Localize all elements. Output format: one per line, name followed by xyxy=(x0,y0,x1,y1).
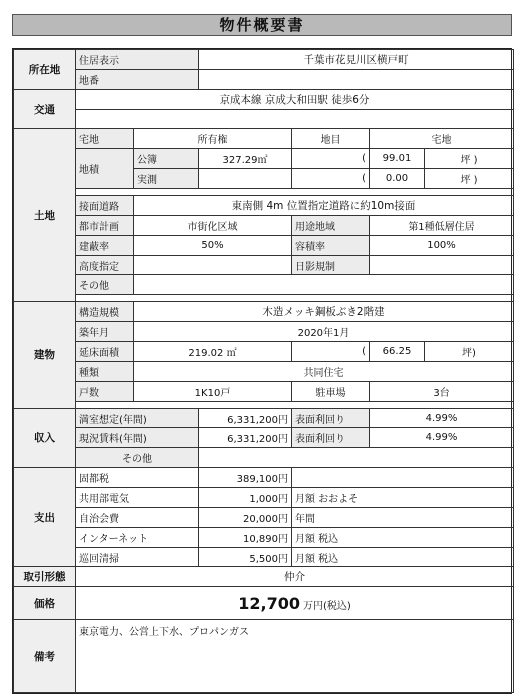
expense-label: インターネット xyxy=(76,527,199,547)
structure-value: 木造メッキ鋼板ぶき2階建 xyxy=(134,302,514,322)
price-cell xyxy=(76,587,514,620)
land-spacer-row xyxy=(14,189,514,196)
expense-row xyxy=(14,527,514,547)
kobo-tsubo: 99.01 xyxy=(370,149,425,169)
parking-value: 3台 xyxy=(370,381,514,401)
transport-section-label: 交通 xyxy=(14,89,76,129)
expense-note: 月額 税込 xyxy=(292,547,514,567)
income-other-row xyxy=(14,448,514,468)
type-label: 種類 xyxy=(76,361,134,381)
income-full-row xyxy=(14,408,514,428)
expense-note: 月額 おおよそ xyxy=(292,488,514,508)
bcr-value: 50% xyxy=(134,235,292,255)
jissoku-m2 xyxy=(199,169,292,189)
price-value: 12,700 xyxy=(238,593,300,613)
building-blank xyxy=(76,401,514,408)
type-row xyxy=(14,361,514,381)
ratio-row xyxy=(14,235,514,255)
ownership-value: 所有権 xyxy=(134,129,292,149)
city-plan-value: 市街化区域 xyxy=(134,215,292,235)
income-full-amount: 6,331,200円 xyxy=(199,408,292,428)
shadow-value xyxy=(370,255,514,275)
expense-note: 月額 税込 xyxy=(292,527,514,547)
price-section-label: 価格 xyxy=(14,587,76,620)
transport-value: 京成本線 京成大和田駅 徒歩6分 xyxy=(76,89,514,109)
income-full-yield-label: 表面利回り xyxy=(292,408,370,428)
land-blank-row xyxy=(14,295,514,302)
expense-label: 固都税 xyxy=(76,468,199,488)
expense-label: 自治会費 xyxy=(76,507,199,527)
land-kobo-row xyxy=(14,149,514,169)
kobo-tsubo-unit: 坪 ) xyxy=(425,149,514,169)
location-section-label: 所在地 xyxy=(14,50,76,90)
zoning-label: 用途地域 xyxy=(292,215,370,235)
income-current-yield-label: 表面利回り xyxy=(292,428,370,448)
floor-m2: 219.02 ㎡ xyxy=(134,342,292,362)
transaction-section-label: 取引形態 xyxy=(14,567,76,587)
expenses-section-label: 支出 xyxy=(14,468,76,567)
expense-row xyxy=(14,547,514,567)
units-label: 戸数 xyxy=(76,381,134,401)
remarks-value: 東京電力、公営上下水、プロパンガス xyxy=(76,620,514,693)
jissoku-tsubo-unit: 坪 ) xyxy=(425,169,514,189)
expense-amount: 5,500円 xyxy=(199,547,292,567)
built-label: 築年月 xyxy=(76,322,134,342)
expense-amount: 20,000円 xyxy=(199,507,292,527)
floor-tsubo-unit: 坪) xyxy=(425,342,514,362)
height-row xyxy=(14,255,514,275)
jissoku-paren: ( xyxy=(292,169,370,189)
jissoku-label: 実測 xyxy=(134,169,199,189)
lot-label: 地番 xyxy=(76,69,199,89)
income-current-amount: 6,331,200円 xyxy=(199,428,292,448)
structure-row xyxy=(14,302,514,322)
income-current-label: 現況賃料(年間) xyxy=(76,428,199,448)
land-blank xyxy=(76,295,514,302)
built-row xyxy=(14,322,514,342)
document-title: 物件概要書 xyxy=(12,14,512,36)
remarks-row xyxy=(14,620,514,693)
height-value xyxy=(134,255,292,275)
chimoku-value: 宅地 xyxy=(370,129,514,149)
height-label: 高度指定 xyxy=(76,255,134,275)
expense-amount: 389,100円 xyxy=(199,468,292,488)
price-row xyxy=(14,587,514,620)
expense-label: 共用部電気 xyxy=(76,488,199,508)
address-value: 千葉市花見川区横戸町 xyxy=(199,50,514,70)
road-row xyxy=(14,196,514,216)
transaction-row xyxy=(14,567,514,587)
takuchi-label: 宅地 xyxy=(76,129,134,149)
far-label: 容積率 xyxy=(292,235,370,255)
transport-blank-row xyxy=(14,109,514,129)
building-blank-row xyxy=(14,401,514,408)
road-value: 東南側 4m 位置指定道路に約10m接面 xyxy=(134,196,514,216)
far-value: 100% xyxy=(370,235,514,255)
units-row xyxy=(14,381,514,401)
income-current-yield: 4.99% xyxy=(370,428,514,448)
structure-label: 構造規模 xyxy=(76,302,134,322)
type-value: 共同住宅 xyxy=(134,361,514,381)
income-full-yield: 4.99% xyxy=(370,408,514,428)
income-other-label: その他 xyxy=(76,448,199,468)
built-value: 2020年1月 xyxy=(134,322,514,342)
land-spacer xyxy=(76,189,514,196)
transport-blank xyxy=(76,109,514,129)
zoning-value: 第1種低層住居 xyxy=(370,215,514,235)
expense-label: 巡回清掃 xyxy=(76,547,199,567)
income-section-label: 収入 xyxy=(14,408,76,468)
units-value: 1K10戸 xyxy=(134,381,292,401)
expense-amount: 10,890円 xyxy=(199,527,292,547)
building-section-label: 建物 xyxy=(14,302,76,408)
parking-label: 駐車場 xyxy=(292,381,370,401)
land-other-label: その他 xyxy=(76,275,134,295)
shadow-label: 日影規制 xyxy=(292,255,370,275)
expense-note: 年間 xyxy=(292,507,514,527)
address-row xyxy=(14,50,514,70)
expense-amount: 1,000円 xyxy=(199,488,292,508)
kobo-paren: ( xyxy=(292,149,370,169)
income-current-row xyxy=(14,428,514,448)
bcr-label: 建蔽率 xyxy=(76,235,134,255)
city-plan-row xyxy=(14,215,514,235)
land-other-value xyxy=(134,275,514,295)
income-full-label: 満室想定(年間) xyxy=(76,408,199,428)
expense-row xyxy=(14,488,514,508)
income-other-value xyxy=(199,448,514,468)
property-summary-sheet xyxy=(12,48,512,694)
lot-row xyxy=(14,69,514,89)
city-plan-label: 都市計画 xyxy=(76,215,134,235)
floor-tsubo: 66.25 xyxy=(370,342,425,362)
chimoku-label: 地目 xyxy=(292,129,370,149)
kobo-label: 公簿 xyxy=(134,149,199,169)
expense-row xyxy=(14,468,514,488)
jissoku-tsubo: 0.00 xyxy=(370,169,425,189)
address-label: 住居表示 xyxy=(76,50,199,70)
transport-row xyxy=(14,89,514,109)
land-section-label: 土地 xyxy=(14,129,76,302)
road-label: 接面道路 xyxy=(76,196,134,216)
floor-label: 延床面積 xyxy=(76,342,134,362)
floor-area-row xyxy=(14,342,514,362)
kobo-m2: 327.29㎡ xyxy=(199,149,292,169)
price-unit: 万円(税込) xyxy=(302,600,351,612)
area-label: 地積 xyxy=(76,149,134,189)
floor-paren: ( xyxy=(292,342,370,362)
remarks-section-label: 備考 xyxy=(14,620,76,693)
expense-row xyxy=(14,507,514,527)
lot-value xyxy=(199,69,514,89)
property-summary-table xyxy=(13,49,514,693)
land-type-row xyxy=(14,129,514,149)
transaction-value: 仲介 xyxy=(76,567,514,587)
land-other-row xyxy=(14,275,514,295)
expense-note xyxy=(292,468,514,488)
